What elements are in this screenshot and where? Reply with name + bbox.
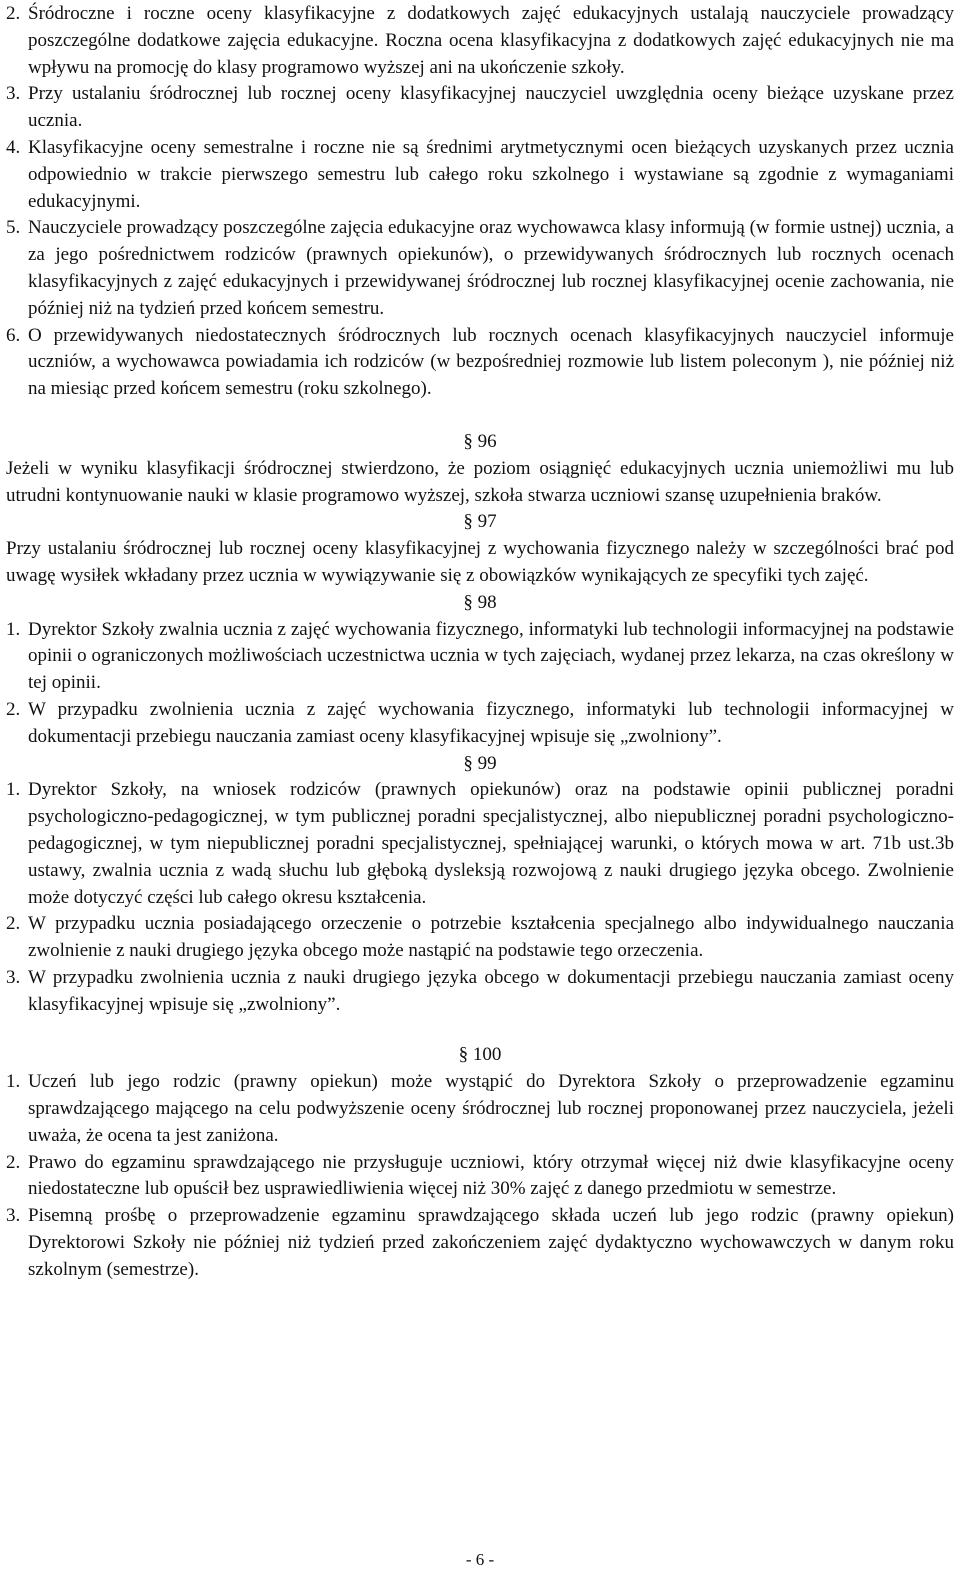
item-text: W przypadku zwolnienia ucznia z nauki drugiego języka obcego w dokumentacji przebiegu nauczania zamiast oceny klasyfikacyjnej wpisuje się „zwolniony”. bbox=[28, 966, 954, 1015]
item-text: W przypadku ucznia posiadającego orzeczenie o potrzebie kształcenia specjalnego albo indywidualnego nauczania zwolnienie z nauki drugiego języka obcego może nastąpić na podstawie tego orzeczenia. bbox=[28, 913, 954, 962]
item-text: Klasyfikacyjne oceny semestralne i roczne nie są średnimi arytmetycznymi ocen bieżących uzyskanych przez ucznia odpowiednio w trakcie pierwszego semestru lub całego roku szkolnego i wystawiane są zgodnie z wymaganiami edukacyjnymi. bbox=[28, 136, 954, 212]
item-text: W przypadku zwolnienia ucznia z zajęć wychowania fizycznego, informatyki lub technologii informacyjnej w dokumentacji przebiegu nauczania zamiast oceny klasyfikacyjnej wpisuje się „zwolniony”. bbox=[28, 698, 954, 747]
list-item bbox=[6, 215, 954, 322]
page-number: - 6 - bbox=[465, 1550, 495, 1569]
item-number: 5. bbox=[6, 217, 21, 239]
item-text: Prawo do egzaminu sprawdzającego nie przysługuje uczniowi, który otrzymał więcej niż dwie klasyfikacyjne oceny niedostateczne lub opuścił bez usprawiedliwienia więcej niż 30% zajęć z danego przedmiotu w semestrze. bbox=[28, 1151, 954, 1200]
list-item bbox=[6, 617, 954, 697]
item-text: Uczeń lub jego rodzic (prawny opiekun) może wystąpić do Dyrektora Szkoły o przeprowadzenie egzaminu sprawdzającego mającego na celu podwyższenie oceny śródrocznej lub rocznej proponowanej przez nauczyciela, jeżeli uważa, że ocena ta jest zaniżona. bbox=[28, 1071, 954, 1146]
list-item bbox=[6, 81, 954, 135]
spacer bbox=[6, 403, 954, 429]
section-97 bbox=[6, 509, 954, 589]
section-heading: § 96 bbox=[463, 430, 497, 452]
list-item bbox=[6, 697, 954, 751]
item-number: 2. bbox=[6, 3, 21, 24]
section-100 bbox=[6, 1042, 954, 1283]
list-item bbox=[6, 1069, 954, 1149]
item-number: 3. bbox=[6, 1205, 21, 1227]
section-heading: § 98 bbox=[463, 591, 497, 613]
item-text: Dyrektor Szkoły zwalnia ucznia z zajęć wychowania fizycznego, informatyki lub technologii informacyjnej na podstawie opinii o ograniczonych możliwościach uczestnictwa ucznia w tych zajęciach, wydanej przez lekarza, na czas określony w tej opinii. bbox=[28, 618, 954, 694]
section-heading: § 100 bbox=[458, 1044, 502, 1066]
section-96 bbox=[6, 429, 954, 509]
section-98 bbox=[6, 590, 954, 751]
list-item bbox=[6, 1203, 954, 1283]
section-paragraph: Przy ustalaniu śródrocznej lub rocznej oceny klasyfikacyjnej z wychowania fizycznego należy w szczególności brać pod uwagę wysiłek wkładany przez ucznia w wywiązywanie się z obowiązków wynikających ze specyfiki tych zajęć. bbox=[6, 538, 954, 586]
page-content bbox=[6, 1, 954, 1284]
item-text: O przewidywanych niedostatecznych śródrocznych lub rocznych ocenach klasyfikacyjnych nauczyciel informuje uczniów, a wychowawca powiadamia ich rodziców (w bezpośredniej rozmowie lub listem poleconym ), nie później niż na miesiąc przed końcem semestru (roku szkolnego). bbox=[28, 324, 954, 400]
item-number: 3. bbox=[6, 966, 21, 988]
item-number: 1. bbox=[6, 779, 21, 801]
item-number: 2. bbox=[6, 913, 21, 935]
item-number: 1. bbox=[6, 618, 21, 640]
item-text: Nauczyciele prowadzący poszczególne zajęcia edukacyjne oraz wychowawca klasy informują (w formie ustnej) ucznia, a za jego pośrednictwem rodziców (prawnych opiekunów), o przewidywanych śródrocznych lub rocznych ocenach klasyfikacyjnych z zajęć edukacyjnych i przewidywanej śródrocznej lub rocznej klasyfikacyjnej ocenie zachowania, nie później niż na tydzień przed końcem semestru. bbox=[28, 217, 954, 319]
list-item bbox=[6, 1, 954, 81]
item-number: 3. bbox=[6, 83, 21, 105]
section-heading: § 97 bbox=[463, 511, 497, 533]
item-number: 1. bbox=[6, 1071, 21, 1093]
item-text: Dyrektor Szkoły, na wniosek rodziców (prawnych opiekunów) oraz na podstawie opinii publicznej poradni psychologiczno-pedagogicznej, w tym publicznej poradni specjalistycznej, albo niepublicznej poradni psychologiczno-pedagogicznej, w tym niepublicznej poradni specjalistycznej, spełniającej warunki, o których mowa w art. 71b ust.3b ustawy, zwalnia ucznia z wadą słuchu lub głęboką dysleksją rozwojową z nauki drugiego języka obcego. Zwolnienie może dotyczyć części lub całego okresu kształcenia. bbox=[28, 779, 954, 908]
item-number: 2. bbox=[6, 1151, 21, 1173]
list-item bbox=[6, 911, 954, 965]
section-paragraph: Jeżeli w wyniku klasyfikacji śródrocznej stwierdzono, że poziom osiągnięć edukacyjnych ucznia uniemożliwi mu lub utrudni kontynuowanie nauki w klasie programowo wyższej, szkoła stwarza uczniowi szansę uzupełnienia braków. bbox=[6, 457, 954, 506]
list-item bbox=[6, 1150, 954, 1204]
spacer bbox=[6, 1018, 954, 1042]
item-text: Przy ustalaniu śródrocznej lub rocznej oceny klasyfikacyjnej nauczyciel uwzględnia oceny bieżące uzyskane przez ucznia. bbox=[28, 83, 954, 132]
item-number: 6. bbox=[6, 324, 21, 346]
section-heading: § 99 bbox=[463, 752, 497, 774]
list-item bbox=[6, 323, 954, 403]
item-text: Pisemną prośbę o przeprowadzenie egzaminu sprawdzającego składa uczeń lub jego rodzic (prawny opiekun) Dyrektorowi Szkoły nie później niż tydzień przed zakończeniem zajęć dydaktyczno wychowawczych w danym roku szkolnym (semestrze). bbox=[28, 1205, 954, 1280]
item-number: 2. bbox=[6, 698, 21, 720]
item-number: 4. bbox=[6, 136, 21, 158]
item-text: Śródroczne i roczne oceny klasyfikacyjne z dodatkowych zajęć edukacyjnych ustalają nauczyciele prowadzący poszczególne dodatkowe zajęcia edukacyjne. Roczna ocena klasyfikacyjna z dodatkowych zajęć edukacyjnych nie ma wpływu na promocję do klasy programowo wyższej ani na ukończenie szkoły. bbox=[28, 3, 954, 78]
section-99 bbox=[6, 751, 954, 1019]
list-item bbox=[6, 965, 954, 1019]
list-item bbox=[6, 135, 954, 215]
list-item bbox=[6, 777, 954, 911]
list-previous-section bbox=[6, 1, 954, 403]
